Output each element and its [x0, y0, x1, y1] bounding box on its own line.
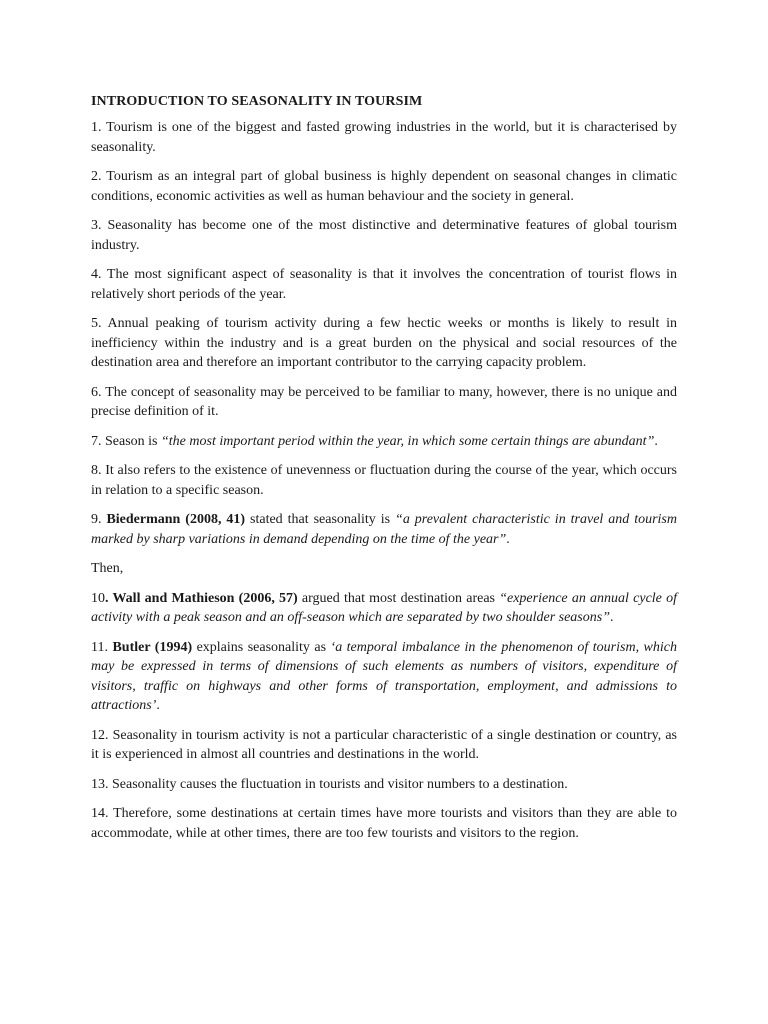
paragraph-text: stated that seasonality is — [245, 512, 396, 527]
paragraph-text: explains seasonality as — [192, 639, 331, 655]
paragraph-text: . — [654, 433, 658, 449]
paragraph-text: . — [156, 698, 160, 713]
paragraph-text: . — [506, 531, 510, 547]
paragraph-text: 9. — [91, 512, 107, 527]
citation-author: Butler (1994) — [112, 639, 193, 655]
paragraph-p9b — [91, 559, 677, 579]
paragraph-p8 — [91, 461, 677, 500]
document-page — [91, 92, 677, 853]
paragraph-text: Then, — [91, 561, 124, 576]
paragraph-p14 — [91, 804, 677, 843]
paragraph-text: 3. Seasonality has become one of the most distinctive and determinative features of global tourism industry. — [91, 218, 677, 253]
citation-author: . Wall and Mathieson (2006, 57) — [105, 590, 298, 606]
paragraph-p13 — [91, 775, 677, 795]
paragraph-text: 2. Tourism as an integral part of global business is highly dependent on seasonal changes in climatic conditions, economic activities as well as human behaviour and the society in general. — [91, 169, 677, 204]
quotation-text: “experience an annual cycle of activity with a peak season and an off-season which are separated by two shoulder seasons” — [91, 590, 677, 625]
paragraph-p2 — [91, 167, 677, 206]
quotation-text: ‘a temporal imbalance in the phenomenon of tourism, which may be expressed in terms of dimensions of such elements as numbers of visitors, expenditure of visitors, traffic on highways and other forms of transportation, employment, and admissions to attractions’ — [91, 639, 677, 713]
quotation-text: “a prevalent characteristic in travel and tourism marked by sharp variations in demand depending on the time of the year” — [91, 512, 677, 547]
paragraph-p6 — [91, 383, 677, 422]
paragraph-text: 5. Annual peaking of tourism activity during a few hectic weeks or months is likely to result in inefficiency within the industry and is a great burden on the physical and social resources of the destination area and therefore an important contributor to the carrying capacity problem. — [91, 316, 677, 370]
paragraph-text: 1. Tourism is one of the biggest and fasted growing industries in the world, but it is characterised by seasonality. — [91, 120, 677, 155]
paragraph-text: 10 — [91, 590, 105, 606]
paragraph-p10 — [91, 589, 677, 628]
quotation-text: “the most important period within the year, in which some certain things are abundant” — [161, 433, 655, 449]
paragraph-p9 — [91, 510, 677, 549]
paragraph-text: 14. Therefore, some destinations at certain times have more tourists and visitors than they are able to accommodate, while at other times, there are too few tourists and visitors to the region. — [91, 806, 677, 841]
paragraph-text: 8. It also refers to the existence of unevenness or fluctuation during the course of the year, which occurs in relation to a specific season. — [91, 463, 677, 498]
paragraph-list — [91, 118, 677, 843]
paragraph-p11 — [91, 638, 677, 716]
paragraph-text: 4. The most significant aspect of seasonality is that it involves the concentration of tourist flows in relatively short periods of the year. — [91, 267, 677, 302]
paragraph-text: 7. Season is — [91, 433, 161, 449]
paragraph-p3 — [91, 216, 677, 255]
paragraph-p4 — [91, 265, 677, 304]
paragraph-text: 13. Seasonality causes the fluctuation in tourists and visitor numbers to a destination. — [91, 776, 568, 792]
paragraph-text: . — [610, 610, 614, 625]
paragraph-text: argued that most destination areas — [297, 590, 500, 606]
paragraph-p7 — [91, 432, 677, 452]
paragraph-text: 6. The concept of seasonality may be perceived to be familiar to many, however, there is no unique and precise definition of it. — [91, 384, 677, 419]
paragraph-p5 — [91, 314, 677, 373]
paragraph-p1 — [91, 118, 677, 157]
paragraph-p12 — [91, 726, 677, 765]
paragraph-text: 11. — [91, 639, 113, 655]
document-title: INTRODUCTION TO SEASONALITY IN TOURSIM — [91, 94, 423, 109]
citation-author: Biedermann (2008, 41) — [106, 512, 246, 527]
paragraph-text: 12. Seasonality in tourism activity is not a particular characteristic of a single destination or country, as it is experienced in almost all countries and destinations in the world. — [91, 727, 677, 762]
